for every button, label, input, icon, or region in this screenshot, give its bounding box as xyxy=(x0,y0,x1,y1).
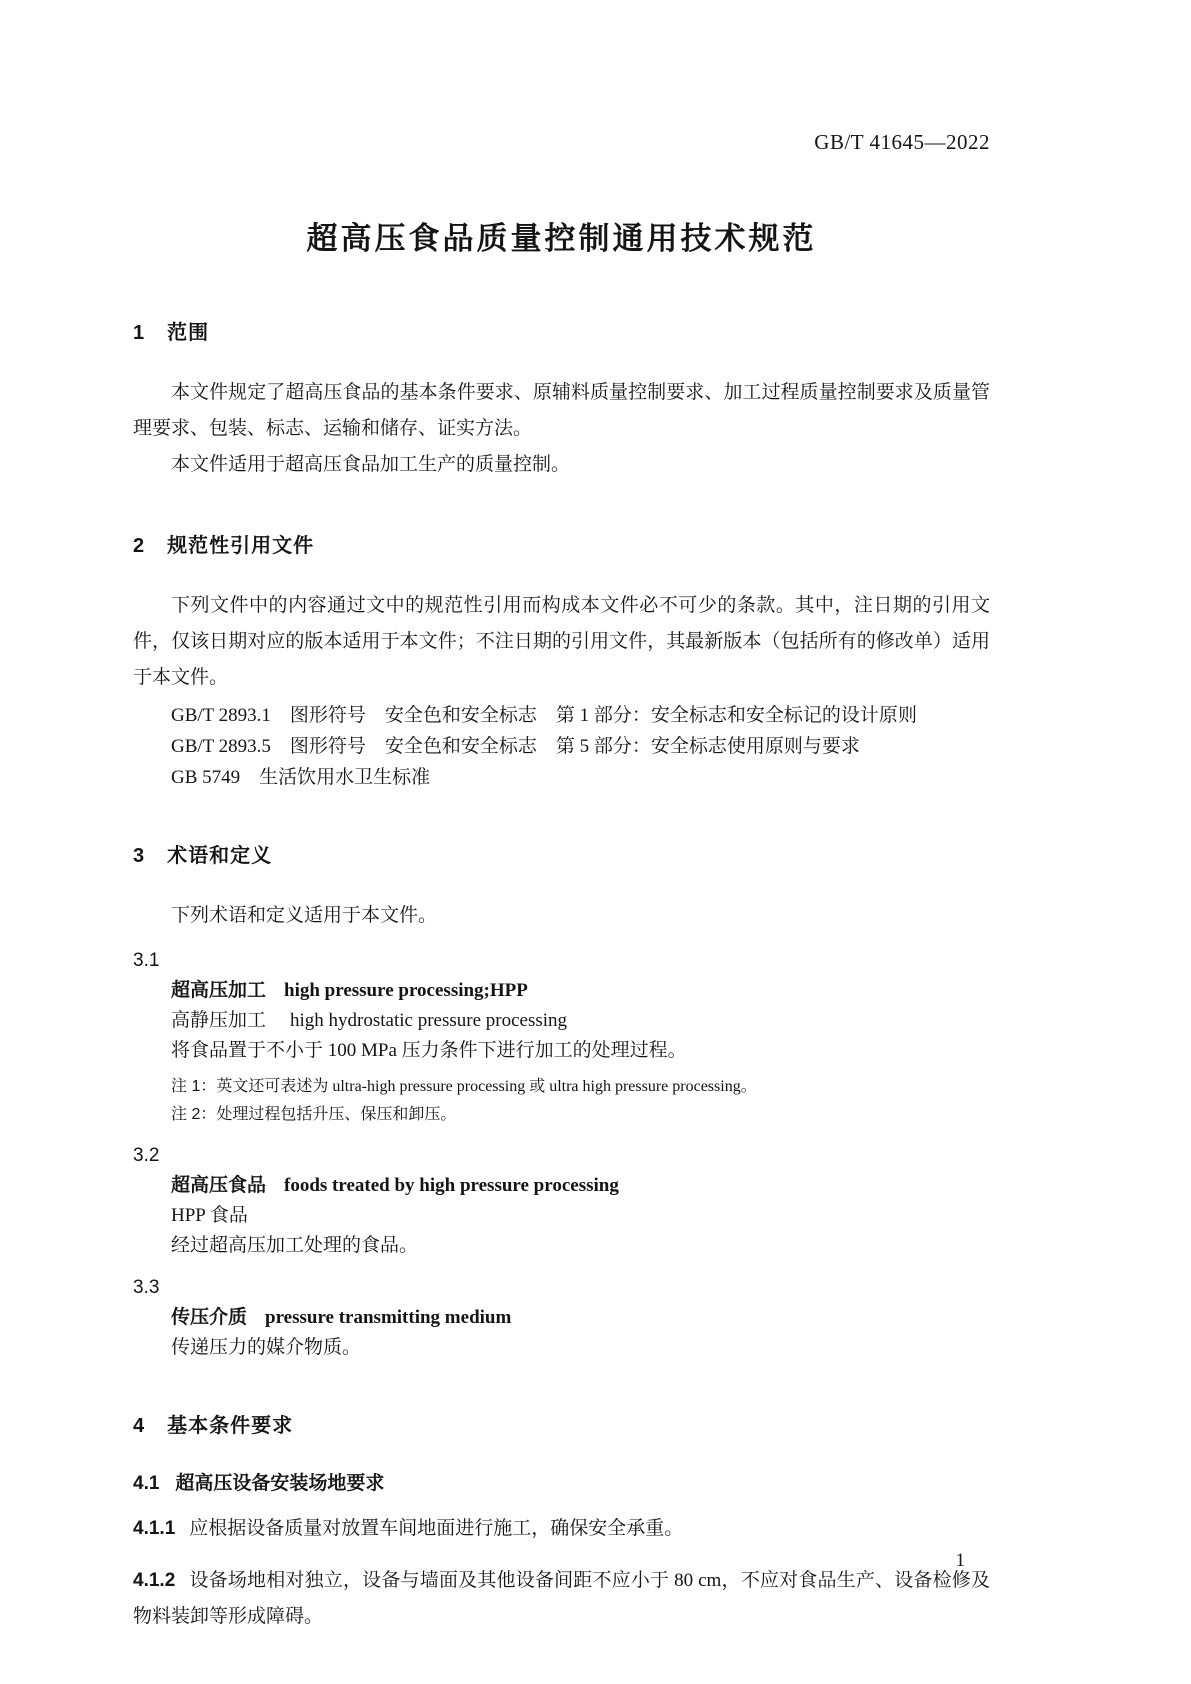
page-content xyxy=(133,0,990,1635)
term-definition: 将食品置于不小于 100 MPa 压力条件下进行加工的处理过程。 xyxy=(171,1040,687,1061)
term-number: 3.3 xyxy=(133,1277,160,1298)
section-scope xyxy=(133,316,990,483)
section-heading xyxy=(133,529,990,558)
term-item xyxy=(133,1277,990,1363)
clause-text: 设备场地相对独立，设备与墙面及其他设备间距不应小于 80 cm，不应对食品生产、设备检修及物料装卸等形成障碍。 xyxy=(133,1570,990,1627)
page-number: 1 xyxy=(955,1550,965,1571)
term-item xyxy=(133,950,990,1129)
term-notes xyxy=(133,1073,990,1129)
section-number: 3 xyxy=(133,845,146,867)
clause-number: 4.1.2 xyxy=(133,1570,176,1591)
term-name-en: foods treated by high pressure processing xyxy=(284,1175,619,1196)
term-note xyxy=(171,1101,990,1129)
term-name: 超高压食品 xyxy=(171,1175,267,1196)
paragraph: 本文件规定了超高压食品的基本条件要求、原辅料质量控制要求、加工过程质量控制要求及质量管理要求、包装、标志、运输和储存、证实方法。 xyxy=(133,382,990,439)
note-label: 注 2： xyxy=(171,1106,217,1123)
document-title: 超高压食品质量控制通用技术规范 xyxy=(306,221,817,256)
term-name-line xyxy=(171,1303,990,1333)
section-basic-requirements xyxy=(133,1409,990,1635)
clause xyxy=(133,1563,990,1635)
section-title: 术语和定义 xyxy=(167,845,273,867)
term-name-en: high pressure processing;HPP xyxy=(284,980,528,1001)
term-number: 3.2 xyxy=(133,1145,160,1166)
term-name: 超高压加工 xyxy=(171,980,267,1001)
section-terms-definitions xyxy=(133,839,990,1363)
note-text: 英文还可表述为 ultra-high pressure processing 或 ultra high pressure processing。 xyxy=(216,1078,757,1095)
term-name-line xyxy=(171,1171,990,1201)
term-name: 传压介质 xyxy=(171,1307,248,1328)
term-alt-name: HPP 食品 xyxy=(171,1205,248,1226)
term-alt-name-en: high hydrostatic pressure processing xyxy=(290,1010,568,1031)
term-name-en: pressure transmitting medium xyxy=(265,1307,512,1328)
note-text: 处理过程包括升压、保压和卸压。 xyxy=(216,1106,457,1123)
term-name-line xyxy=(171,976,990,1006)
term-alt-name-line xyxy=(171,1201,990,1231)
clause xyxy=(133,1511,990,1547)
section-title: 范围 xyxy=(167,322,210,344)
section-heading xyxy=(133,1409,990,1438)
paragraph: 本文件适用于超高压食品加工生产的质量控制。 xyxy=(171,454,571,475)
section-number: 2 xyxy=(133,535,146,557)
standard-number: GB/T 41645—2022 xyxy=(814,130,990,154)
section-title: 规范性引用文件 xyxy=(167,535,315,557)
term-note xyxy=(171,1073,990,1101)
section-heading xyxy=(133,839,990,868)
reference-item: GB 5749 生活饮用水卫生标准 xyxy=(171,767,431,788)
term-alt-name-line xyxy=(171,1006,990,1036)
term-item xyxy=(133,1145,990,1261)
clause-text: 应根据设备质量对放置车间地面进行施工，确保安全承重。 xyxy=(189,1518,684,1539)
subsection-title: 超高压设备安装场地要求 xyxy=(175,1473,385,1494)
section-normative-references xyxy=(133,529,990,793)
reference-item: GB/T 2893.1 图形符号 安全色和安全标志 第 1 部分：安全标志和安全标记的设计原则 xyxy=(171,705,917,726)
term-number: 3.1 xyxy=(133,950,160,971)
term-definition: 经过超高压加工处理的食品。 xyxy=(171,1235,419,1256)
paragraph: 下列文件中的内容通过文中的规范性引用而构成本文件必不可少的条款。其中，注日期的引用文件，仅该日期对应的版本适用于本文件；不注日期的引用文件，其最新版本（包括所有的修改单）适用于本文件。 xyxy=(133,595,990,688)
section-number: 1 xyxy=(133,322,146,344)
term-alt-name: 高静压加工 xyxy=(171,1010,267,1031)
section-heading xyxy=(133,316,990,345)
clause-number: 4.1.1 xyxy=(133,1518,176,1539)
section-number: 4 xyxy=(133,1415,146,1437)
note-label: 注 1： xyxy=(171,1078,217,1095)
reference-list xyxy=(133,700,990,793)
subsection-number: 4.1 xyxy=(133,1473,160,1494)
paragraph: 下列术语和定义适用于本文件。 xyxy=(171,905,438,926)
subsection-heading xyxy=(133,1468,990,1495)
term-definition: 传递压力的媒介物质。 xyxy=(171,1337,362,1358)
reference-item: GB/T 2893.5 图形符号 安全色和安全标志 第 5 部分：安全标志使用原则与要求 xyxy=(171,736,860,757)
section-title: 基本条件要求 xyxy=(167,1415,294,1437)
